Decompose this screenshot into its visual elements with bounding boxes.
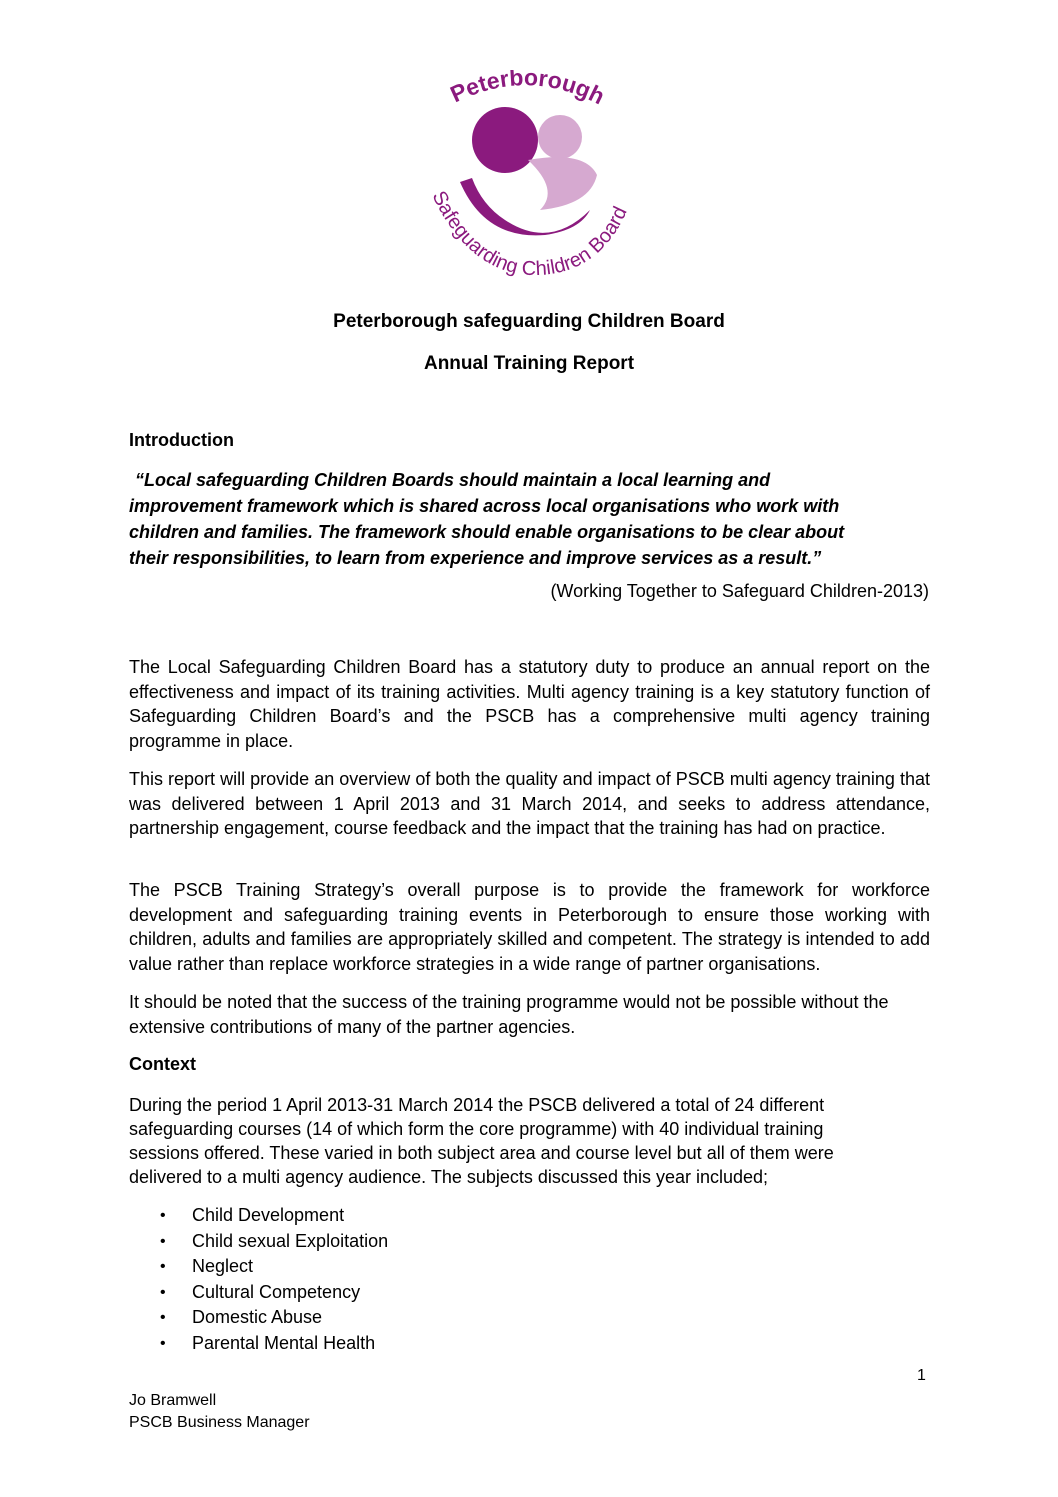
subject-label: Domestic Abuse <box>192 1307 323 1327</box>
subject-label: Cultural Competency <box>192 1281 361 1302</box>
subject-label: Child sexual Exploitation <box>192 1230 389 1251</box>
bullet-icon: • <box>160 1283 166 1301</box>
context-paragraph <box>129 1093 930 1189</box>
bullet-icon: • <box>160 1232 166 1250</box>
logo-top-text: Peterborough <box>446 70 609 110</box>
footer-role: PSCB Business Manager <box>129 1414 310 1431</box>
logo-small-body <box>528 157 597 210</box>
logo-large-head <box>472 107 538 173</box>
intro-quote <box>129 467 929 571</box>
intro-paragraph: This report will provide an overview of both the quality and impact of PSCB multi agency training that was delivered between 1 April 2013 and 31 March 2014, and seeks to address attendance, partnership engagement, course feedback and the impact that the training has had on practice. <box>129 769 930 838</box>
logo-graphic <box>410 70 650 290</box>
svg-text:Peterborough <box>446 70 609 109</box>
quote-line: children and families. The framework should enable organisations to be clear about <box>129 522 845 542</box>
intro-paragraph: It should be noted that the success of the training programme would not be possible without the extensive contributions of many of the partner agencies. <box>129 992 889 1037</box>
subjects-list <box>160 1203 388 1356</box>
bullet-icon: • <box>160 1258 166 1275</box>
context-line: delivered to a multi agency audience. The subjects discussed this year included; <box>129 1167 769 1187</box>
subject-label: Child Development <box>192 1205 345 1225</box>
bullet-icon: • <box>160 1334 166 1352</box>
quote-line: “Local safeguarding Children Boards should maintain a local learning and <box>135 470 771 490</box>
quote-line: improvement framework which is shared across local organisations who work with <box>129 496 840 516</box>
intro-paragraph: The Local Safeguarding Children Board has a statutory duty to produce an annual report on the effectiveness and impact of its training activities. Multi agency training is a key statutory function of Safeguarding Children Board’s and the PSCB has a comprehensive multi agency training programme in place. <box>129 657 930 751</box>
context-heading: Context <box>129 1054 196 1074</box>
quote-source: (Working Together to Safeguard Children-2013) <box>550 581 929 601</box>
pscb-logo <box>410 70 650 290</box>
page-number: 1 <box>917 1367 926 1384</box>
list-item <box>160 1229 388 1255</box>
intro-paragraph: The PSCB Training Strategy’s overall purpose is to provide the framework for workforce development and safeguarding training events in Peterborough to ensure those working with children, adults and families are appropriately skilled and competent. The strategy is intended to add value rather than replace workforce strategies in a wide range of partner organisations. <box>129 880 930 974</box>
list-item <box>160 1280 388 1306</box>
list-item <box>160 1254 388 1280</box>
list-item <box>160 1305 388 1331</box>
subject-label: Parental Mental Health <box>192 1332 376 1353</box>
context-line: sessions offered. These varied in both subject area and course level but all of them were <box>129 1143 834 1163</box>
logo-small-head <box>538 115 582 159</box>
document-title: Peterborough safeguarding Children Board <box>333 311 725 332</box>
footer-name: Jo Bramwell <box>129 1392 217 1409</box>
quote-line: their responsibilities, to learn from experience and improve services as a result.” <box>129 548 822 568</box>
bullet-icon: • <box>160 1309 166 1326</box>
logo-bottom-text: Safeguarding Children Board <box>427 187 632 281</box>
context-line: During the period 1 April 2013-31 March 2014 the PSCB delivered a total of 24 different <box>129 1095 825 1115</box>
list-item <box>160 1331 388 1357</box>
document-subtitle: Annual Training Report <box>423 353 635 374</box>
bullet-icon: • <box>160 1207 166 1224</box>
subject-label: Neglect <box>192 1256 254 1276</box>
introduction-heading: Introduction <box>129 430 234 450</box>
list-item <box>160 1203 388 1229</box>
context-line: safeguarding courses (14 of which form the core programme) with 40 individual training <box>129 1119 824 1139</box>
